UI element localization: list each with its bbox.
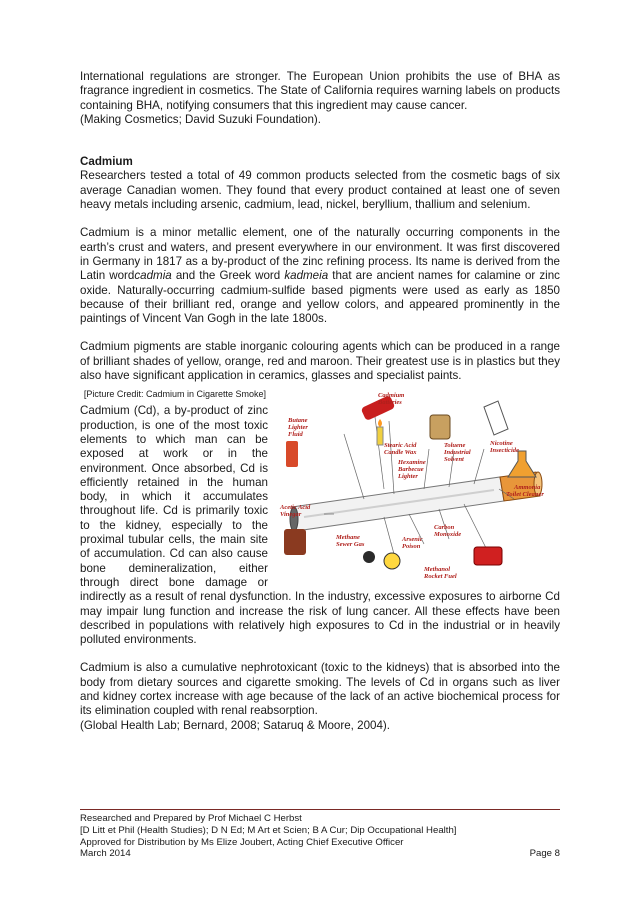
paragraph-element: Cadmium is a minor metallic element, one of the naturally occurring components in the earth’s crust and waters, and present everywhere in our environment. It was first discovered in Germany in 1817 as a by-product of the zinc refining process. Its name is derived from the Latin wordcadmia and the Greek word kadmeia that are ancient names for calamine or zinc oxide. Naturally-occurring cadmium-sulfide based pigments were used as early as 1850 because of their brilliant red, orange and yellow colors, and appeared prominently in the paintings of Vincent Van Gogh in the late 1800s. xyxy=(80,226,560,326)
paragraph-bha: International regulations are stronger. The European Union prohibits the use of BHA as fragrance ingredient in cosmetics. The State of California requires warning labels on products containing BHA, notifying consumers that this ingredient may cause cancer. xyxy=(80,70,560,112)
label-cadmium: Cadmium Batteries xyxy=(378,392,405,407)
label-methane: Methane Sewer Gas xyxy=(336,534,365,549)
label-nicotine: Nicotine Insecticide xyxy=(490,440,519,455)
label-acetic-acid: Acetic Acid Vinegar xyxy=(280,504,311,519)
paragraph-nephrotoxicant: Cadmium is also a cumulative nephrotoxicant (toxic to the kidneys) that is absorbed into the body from dietary sources and cigarette smoking. The levels of Cd in organs such as liver and kidney cortex increase with age because of the lack of an active biochemical process for its elimination coupled with renal reabsorption. xyxy=(80,661,560,718)
paragraph-bha-reference: (Making Cosmetics; David Suzuki Foundation). xyxy=(80,112,321,126)
footer-approval: Approved for Distribution by Ms Elize Joubert, Acting Chief Executive Officer xyxy=(80,836,404,848)
footer-date: March 2014 xyxy=(80,848,131,860)
cigarette-figure xyxy=(274,389,560,581)
flask-icon xyxy=(508,451,536,477)
cigarette-icon xyxy=(290,472,542,531)
page-body xyxy=(80,70,560,733)
label-arsenic: Arsenic Poison xyxy=(402,536,423,551)
label-toluene: Toluene Industrial Solvent xyxy=(444,442,471,464)
label-methanol: Methanol Rocket Fuel xyxy=(424,566,457,581)
word-kadmeia: kadmeia xyxy=(284,269,329,283)
picture-credit: [Picture Credit: Cadmium in Cigarette Smoke] xyxy=(83,389,266,400)
vinegar-bottle-icon xyxy=(284,529,306,555)
insecticide-can-icon xyxy=(484,401,508,435)
label-carbon-monoxide: Carbon Monoxide xyxy=(434,524,462,539)
word-cadmia: cadmia xyxy=(134,269,172,283)
label-stearic-acid: Stearic Acid Candle Wax xyxy=(384,442,417,457)
cigarette-chemicals-illustration xyxy=(274,389,560,581)
footer-author: Researched and Prepared by Prof Michael C Herbst xyxy=(80,813,302,824)
label-hexamine: Hexamine Barbecue Lighter xyxy=(398,459,426,481)
label-butane: Butane Lighter Fluid xyxy=(288,417,308,439)
fuel-can-icon xyxy=(474,547,502,565)
paragraph-toxic: Cadmium (Cd), a by-product of zinc production, is one of the most toxic elements to which man can be exposed at work or in the environment. Once absorbed, Cd is efficiently retained in the human body, in which it accumulates throughout life. Cd is primarily toxic to the kidney, especially to the proximal tubular cells, the main site of accumulation. Cd can also cause bone demineralization, either through direct bone damage or indirectly as a result of renal dysfunction. In the industry, excessive exposures to airborne Cd may impair lung function and increase the risk of lung cancer. All these effects have been described in populations with relatively high exposures to Cd in the industrial or in heavily polluted environments. xyxy=(80,404,560,647)
sewer-gas-icon xyxy=(363,551,375,563)
page-number: Page 8 xyxy=(529,848,560,860)
solvent-can-icon xyxy=(430,415,450,439)
page-footer xyxy=(80,809,560,860)
label-ammonia: Ammonia Toilet Cleaner xyxy=(506,484,544,499)
paragraph-pigments: Cadmium pigments are stable inorganic colouring agents which can be produced in a range of brilliant shades of yellow, orange, red and maroon. Their greatest use is in plastics but they also have significant application in ceramics, glasses and specialist paints. xyxy=(80,340,560,383)
lighter-fluid-icon xyxy=(286,441,298,467)
paragraph-study: Researchers tested a total of 49 common products selected from the cosmetic bags of six average Canadian women. They found that every product contained at least one of seven heavy metals including arsenic, cadmium, lead, nickel, beryllium, thallium and selenium. xyxy=(80,169,560,212)
footer-credentials: [D Litt et Phil (Health Studies); D N Ed; M Art et Scien; B A Cur; Dip Occupational Health] xyxy=(80,824,457,836)
section-heading-cadmium: Cadmium xyxy=(80,155,133,169)
paragraph-nephrotoxicant-reference: (Global Health Lab; Bernard, 2008; Sataruq & Moore, 2004). xyxy=(80,718,390,732)
candle-icon xyxy=(377,427,383,445)
poison-icon xyxy=(384,553,400,569)
